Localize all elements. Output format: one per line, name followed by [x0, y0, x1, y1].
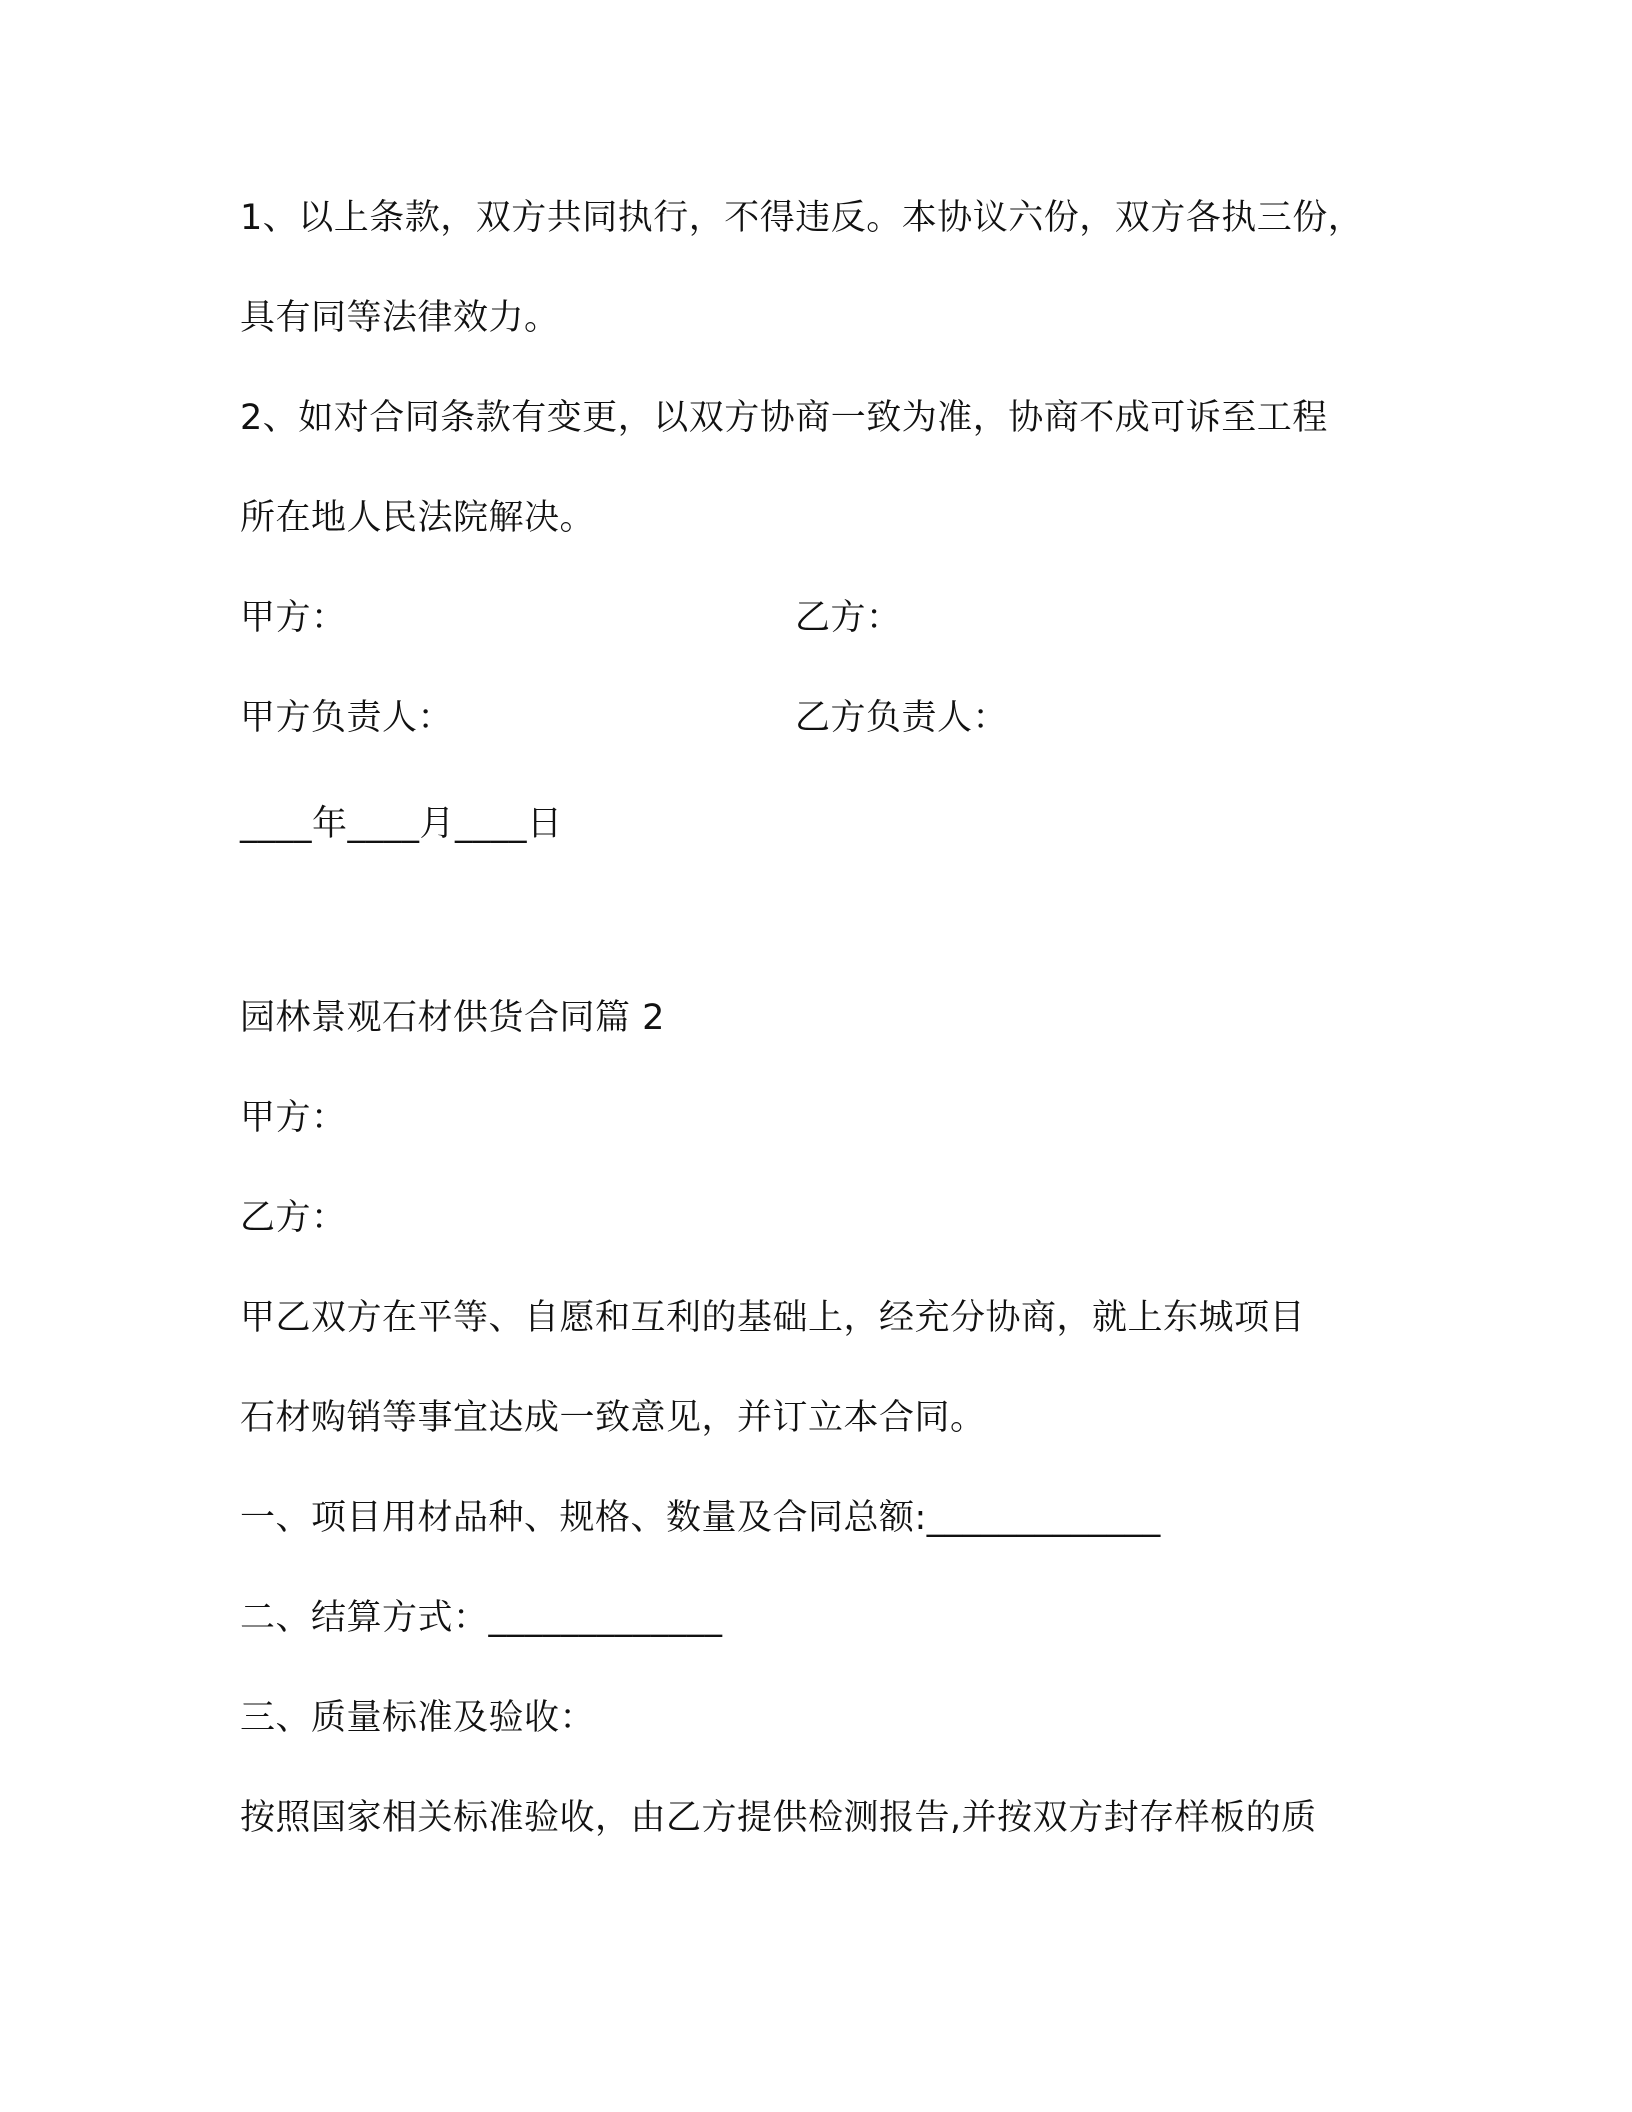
party-a-label: 甲方：: [240, 1098, 347, 1138]
party-a-label: 甲方：: [240, 598, 347, 638]
paragraph-line: 1、以上条款，双方共同执行，不得违反。本协议六份，双方各执三份，: [240, 198, 1364, 238]
party-b-label: 乙方：: [795, 598, 902, 638]
intro-line: 甲乙双方在平等、自愿和互利的基础上，经充分协商，就上东城项目: [240, 1298, 1306, 1338]
paragraph-line: 具有同等法律效力。: [240, 298, 560, 338]
section-title: 园林景观石材供货合同篇 2: [240, 998, 665, 1038]
paragraph-line: 所在地人民法院解决。: [240, 498, 596, 538]
clause-item-3: 三、质量标准及验收：: [240, 1698, 596, 1738]
clause-item-3-text: 按照国家相关标准验收，由乙方提供检测报告,并按双方封存样板的质: [240, 1798, 1317, 1838]
party-b-rep-label: 乙方负责人：: [795, 698, 1009, 738]
clause-item-2: 二、结算方式：_____________: [240, 1598, 723, 1638]
paragraph-line: 2、如对合同条款有变更，以双方协商一致为准，协商不成可诉至工程: [240, 398, 1328, 438]
party-a-rep-label: 甲方负责人：: [240, 698, 454, 738]
date-line: ____年____月____日: [240, 804, 563, 844]
clause-item-1: 一、项目用材品种、规格、数量及合同总额:_____________: [240, 1498, 1161, 1538]
party-b-label: 乙方：: [240, 1198, 347, 1238]
intro-line: 石材购销等事宜达成一致意见，并订立本合同。: [240, 1398, 986, 1438]
